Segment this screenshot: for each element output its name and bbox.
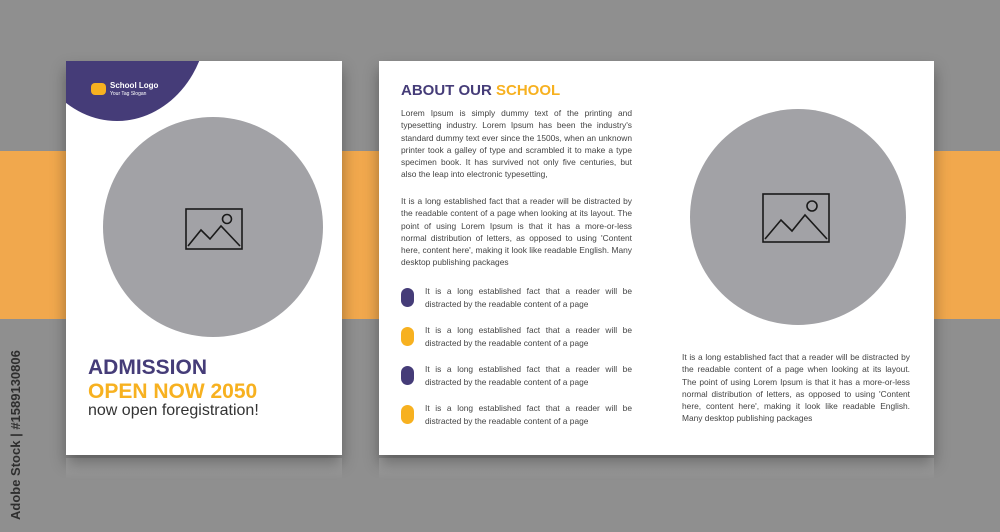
image-placeholder-icon [185,208,243,250]
bullet-dot [401,288,414,307]
brochure-right-page [379,61,934,455]
about-paragraph-2: It is a long established fact that a reader will be distracted by the readable content of a page when looking at its layout. The point of using Lorem Ipsum is that it has a more-or-less normal distribution of letters, as opposed to using 'Content here, content here', making it look like readable English. Many desktop publishing packages [401,196,632,268]
image-placeholder-icon [762,193,830,243]
about-paragraph-3: It is a long established fact that a reader will be distracted by the readable content of a page when looking at its layout. The point of using Lorem Ipsum is that it has a more-or-less normal distribution of letters, as opposed to using 'Content here, content here', making it look like readable English. Many desktop publishing packages [682,352,910,424]
speech-bubble-icon [91,83,106,95]
logo-slogan: Your Tag Slogan [110,91,147,97]
bullet-text: It is a long established fact that a reader will be distracted by the readable content of a page [425,286,632,309]
bullet-dot [401,366,414,385]
about-title-part2: SCHOOL [496,82,561,99]
bullet-text: It is a long established fact that a reader will be distracted by the readable content of a page [425,325,632,348]
about-title [401,82,560,99]
bullet-text: It is a long established fact that a reader will be distracted by the readable content of a page [425,364,632,387]
left-page-reflection [66,458,342,480]
right-page-reflection [379,458,934,480]
bullet-text: It is a long established fact that a reader will be distracted by the readable content of a page [425,403,632,426]
bullet-dot [401,405,414,424]
about-paragraph-1: Lorem Ipsum is simply dummy text of the printing and typesetting industry. Lorem Ipsum has been the industry's standard dummy text ever since the 1500s, when an unknown printer took a galley of type and scrambled it to make a type specimen book. It has survived not only five centuries, but also the leap into electronic typesetting, [401,108,632,180]
brochure-left-page [66,61,342,455]
headline-registration: now open foregistration! [88,402,259,419]
headline-admission: ADMISSION [88,356,208,379]
headline-open-now: OPEN NOW 2050 [88,380,258,403]
stock-watermark: Adobe Stock | #1589130806 [8,350,23,520]
about-title-part1: ABOUT OUR [401,82,492,99]
logo-name: School Logo [110,81,159,90]
bullet-dot [401,327,414,346]
